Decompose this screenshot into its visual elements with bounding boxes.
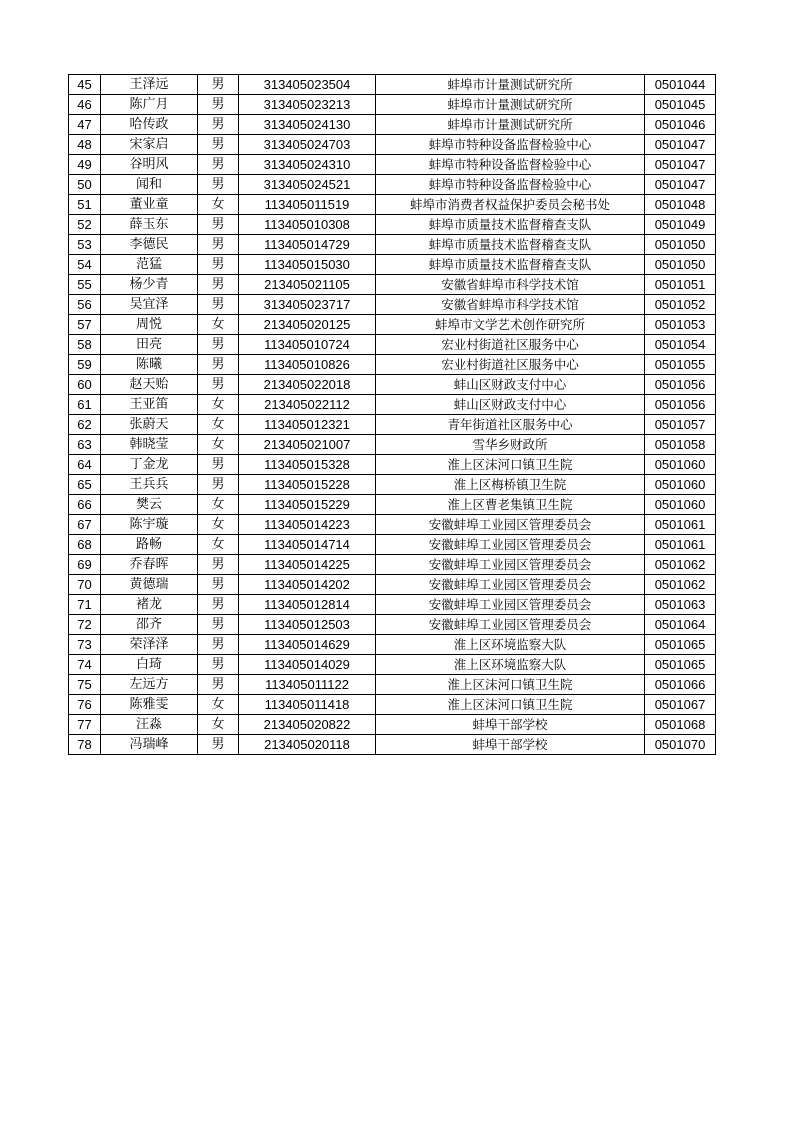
exam-number-cell: 113405014714	[239, 535, 376, 555]
position-code-cell: 0501054	[645, 335, 716, 355]
table-body	[69, 75, 716, 755]
name-cell: 路畅	[101, 535, 198, 555]
exam-number-cell: 113405014223	[239, 515, 376, 535]
row-number-cell: 50	[69, 175, 101, 195]
gender-cell: 男	[198, 75, 239, 95]
gender-cell: 男	[198, 135, 239, 155]
unit-cell: 淮上区曹老集镇卫生院	[376, 495, 645, 515]
gender-cell: 男	[198, 175, 239, 195]
exam-number-cell: 313405024703	[239, 135, 376, 155]
name-cell: 杨少青	[101, 275, 198, 295]
table-row	[69, 375, 716, 395]
table-row	[69, 715, 716, 735]
position-code-cell: 0501057	[645, 415, 716, 435]
row-number-cell: 59	[69, 355, 101, 375]
exam-number-cell: 113405015228	[239, 475, 376, 495]
row-number-cell: 53	[69, 235, 101, 255]
gender-cell: 男	[198, 235, 239, 255]
unit-cell: 蚌埠干部学校	[376, 715, 645, 735]
gender-cell: 男	[198, 675, 239, 695]
exam-number-cell: 213405021007	[239, 435, 376, 455]
gender-cell: 女	[198, 495, 239, 515]
exam-number-cell: 113405011418	[239, 695, 376, 715]
unit-cell: 淮上区环境监察大队	[376, 655, 645, 675]
table-row	[69, 155, 716, 175]
unit-cell: 淮上区梅桥镇卫生院	[376, 475, 645, 495]
row-number-cell: 58	[69, 335, 101, 355]
name-cell: 王兵兵	[101, 475, 198, 495]
position-code-cell: 0501045	[645, 95, 716, 115]
unit-cell: 蚌埠市计量测试研究所	[376, 115, 645, 135]
name-cell: 陈广月	[101, 95, 198, 115]
position-code-cell: 0501044	[645, 75, 716, 95]
gender-cell: 女	[198, 715, 239, 735]
row-number-cell: 46	[69, 95, 101, 115]
name-cell: 樊云	[101, 495, 198, 515]
row-number-cell: 73	[69, 635, 101, 655]
unit-cell: 蚌埠市质量技术监督稽查支队	[376, 255, 645, 275]
row-number-cell: 66	[69, 495, 101, 515]
exam-number-cell: 313405024310	[239, 155, 376, 175]
gender-cell: 男	[198, 655, 239, 675]
row-number-cell: 56	[69, 295, 101, 315]
name-cell: 乔春晖	[101, 555, 198, 575]
position-code-cell: 0501050	[645, 255, 716, 275]
row-number-cell: 64	[69, 455, 101, 475]
position-code-cell: 0501047	[645, 155, 716, 175]
gender-cell: 男	[198, 355, 239, 375]
gender-cell: 男	[198, 595, 239, 615]
name-cell: 范猛	[101, 255, 198, 275]
position-code-cell: 0501047	[645, 175, 716, 195]
table-row	[69, 495, 716, 515]
table-row	[69, 475, 716, 495]
table-row	[69, 655, 716, 675]
gender-cell: 男	[198, 275, 239, 295]
unit-cell: 蚌山区财政支付中心	[376, 375, 645, 395]
gender-cell: 男	[198, 255, 239, 275]
unit-cell: 蚌埠市计量测试研究所	[376, 75, 645, 95]
exam-number-cell: 313405024521	[239, 175, 376, 195]
position-code-cell: 0501061	[645, 535, 716, 555]
position-code-cell: 0501062	[645, 555, 716, 575]
exam-number-cell: 113405010826	[239, 355, 376, 375]
unit-cell: 蚌埠干部学校	[376, 735, 645, 755]
table-row	[69, 575, 716, 595]
unit-cell: 蚌埠市特种设备监督检验中心	[376, 175, 645, 195]
exam-number-cell: 113405012814	[239, 595, 376, 615]
table-row	[69, 215, 716, 235]
table-row	[69, 615, 716, 635]
position-code-cell: 0501048	[645, 195, 716, 215]
name-cell: 白琦	[101, 655, 198, 675]
row-number-cell: 60	[69, 375, 101, 395]
name-cell: 张蔚天	[101, 415, 198, 435]
exam-number-cell: 113405015229	[239, 495, 376, 515]
name-cell: 荣泽泽	[101, 635, 198, 655]
exam-number-cell: 113405015030	[239, 255, 376, 275]
name-cell: 宋家启	[101, 135, 198, 155]
position-code-cell: 0501056	[645, 375, 716, 395]
row-number-cell: 52	[69, 215, 101, 235]
position-code-cell: 0501064	[645, 615, 716, 635]
gender-cell: 男	[198, 375, 239, 395]
name-cell: 王亚笛	[101, 395, 198, 415]
table-row	[69, 695, 716, 715]
unit-cell: 蚌埠市质量技术监督稽查支队	[376, 215, 645, 235]
row-number-cell: 49	[69, 155, 101, 175]
gender-cell: 女	[198, 315, 239, 335]
table-row	[69, 735, 716, 755]
exam-number-cell: 113405012321	[239, 415, 376, 435]
gender-cell: 女	[198, 415, 239, 435]
gender-cell: 男	[198, 295, 239, 315]
gender-cell: 女	[198, 395, 239, 415]
row-number-cell: 75	[69, 675, 101, 695]
row-number-cell: 48	[69, 135, 101, 155]
unit-cell: 宏业村街道社区服务中心	[376, 335, 645, 355]
position-code-cell: 0501056	[645, 395, 716, 415]
table-row	[69, 175, 716, 195]
name-cell: 陈雅雯	[101, 695, 198, 715]
gender-cell: 男	[198, 635, 239, 655]
exam-number-cell: 113405010724	[239, 335, 376, 355]
name-cell: 陈宇璇	[101, 515, 198, 535]
name-cell: 褚龙	[101, 595, 198, 615]
position-code-cell: 0501051	[645, 275, 716, 295]
row-number-cell: 51	[69, 195, 101, 215]
unit-cell: 淮上区沫河口镇卫生院	[376, 695, 645, 715]
table-row	[69, 355, 716, 375]
position-code-cell: 0501061	[645, 515, 716, 535]
gender-cell: 男	[198, 735, 239, 755]
position-code-cell: 0501052	[645, 295, 716, 315]
name-cell: 周悦	[101, 315, 198, 335]
gender-cell: 男	[198, 575, 239, 595]
gender-cell: 女	[198, 535, 239, 555]
position-code-cell: 0501053	[645, 315, 716, 335]
table-row	[69, 195, 716, 215]
unit-cell: 淮上区沫河口镇卫生院	[376, 675, 645, 695]
name-cell: 冯瑞峰	[101, 735, 198, 755]
row-number-cell: 70	[69, 575, 101, 595]
row-number-cell: 54	[69, 255, 101, 275]
table-row	[69, 75, 716, 95]
name-cell: 哈传政	[101, 115, 198, 135]
unit-cell: 淮上区沫河口镇卫生院	[376, 455, 645, 475]
row-number-cell: 67	[69, 515, 101, 535]
exam-number-cell: 213405020822	[239, 715, 376, 735]
exam-number-cell: 113405014629	[239, 635, 376, 655]
unit-cell: 蚌埠市消费者权益保护委员会秘书处	[376, 195, 645, 215]
position-code-cell: 0501060	[645, 475, 716, 495]
exam-number-cell: 213405020118	[239, 735, 376, 755]
name-cell: 董业童	[101, 195, 198, 215]
position-code-cell: 0501047	[645, 135, 716, 155]
name-cell: 陈曦	[101, 355, 198, 375]
row-number-cell: 65	[69, 475, 101, 495]
name-cell: 赵天贻	[101, 375, 198, 395]
exam-number-cell: 213405022018	[239, 375, 376, 395]
exam-number-cell: 213405021105	[239, 275, 376, 295]
unit-cell: 安徽蚌埠工业园区管理委员会	[376, 555, 645, 575]
exam-number-cell: 113405011122	[239, 675, 376, 695]
name-cell: 邵齐	[101, 615, 198, 635]
row-number-cell: 68	[69, 535, 101, 555]
name-cell: 黄德瑞	[101, 575, 198, 595]
gender-cell: 男	[198, 335, 239, 355]
exam-number-cell: 113405015328	[239, 455, 376, 475]
gender-cell: 男	[198, 95, 239, 115]
position-code-cell: 0501070	[645, 735, 716, 755]
table-row	[69, 595, 716, 615]
exam-number-cell: 313405023717	[239, 295, 376, 315]
gender-cell: 女	[198, 435, 239, 455]
row-number-cell: 74	[69, 655, 101, 675]
name-cell: 谷明风	[101, 155, 198, 175]
table-row	[69, 335, 716, 355]
gender-cell: 男	[198, 555, 239, 575]
unit-cell: 淮上区环境监察大队	[376, 635, 645, 655]
table-row	[69, 115, 716, 135]
unit-cell: 蚌埠市文学艺术创作研究所	[376, 315, 645, 335]
table-row	[69, 275, 716, 295]
table-row	[69, 435, 716, 455]
row-number-cell: 57	[69, 315, 101, 335]
position-code-cell: 0501060	[645, 455, 716, 475]
position-code-cell: 0501050	[645, 235, 716, 255]
gender-cell: 男	[198, 615, 239, 635]
row-number-cell: 76	[69, 695, 101, 715]
name-cell: 韩晓莹	[101, 435, 198, 455]
exam-number-cell: 113405010308	[239, 215, 376, 235]
position-code-cell: 0501065	[645, 635, 716, 655]
unit-cell: 宏业村街道社区服务中心	[376, 355, 645, 375]
table-row	[69, 235, 716, 255]
unit-cell: 安徽蚌埠工业园区管理委员会	[376, 535, 645, 555]
position-code-cell: 0501055	[645, 355, 716, 375]
table-row	[69, 675, 716, 695]
gender-cell: 女	[198, 695, 239, 715]
row-number-cell: 71	[69, 595, 101, 615]
gender-cell: 女	[198, 515, 239, 535]
unit-cell: 安徽省蚌埠市科学技术馆	[376, 275, 645, 295]
position-code-cell: 0501063	[645, 595, 716, 615]
gender-cell: 男	[198, 115, 239, 135]
gender-cell: 男	[198, 155, 239, 175]
table-row	[69, 455, 716, 475]
unit-cell: 雪华乡财政所	[376, 435, 645, 455]
position-code-cell: 0501049	[645, 215, 716, 235]
row-number-cell: 47	[69, 115, 101, 135]
position-code-cell: 0501046	[645, 115, 716, 135]
unit-cell: 蚌埠市质量技术监督稽查支队	[376, 235, 645, 255]
exam-number-cell: 313405023504	[239, 75, 376, 95]
name-cell: 田亮	[101, 335, 198, 355]
row-number-cell: 45	[69, 75, 101, 95]
gender-cell: 男	[198, 475, 239, 495]
row-number-cell: 78	[69, 735, 101, 755]
name-cell: 闻和	[101, 175, 198, 195]
exam-number-cell: 113405011519	[239, 195, 376, 215]
candidate-table	[68, 74, 716, 755]
unit-cell: 安徽蚌埠工业园区管理委员会	[376, 515, 645, 535]
table-row	[69, 135, 716, 155]
unit-cell: 安徽省蚌埠市科学技术馆	[376, 295, 645, 315]
position-code-cell: 0501066	[645, 675, 716, 695]
table-row	[69, 295, 716, 315]
exam-number-cell: 113405014029	[239, 655, 376, 675]
table-row	[69, 635, 716, 655]
table-row	[69, 315, 716, 335]
unit-cell: 安徽蚌埠工业园区管理委员会	[376, 615, 645, 635]
exam-number-cell: 313405023213	[239, 95, 376, 115]
position-code-cell: 0501068	[645, 715, 716, 735]
name-cell: 左远方	[101, 675, 198, 695]
position-code-cell: 0501062	[645, 575, 716, 595]
name-cell: 薛玉东	[101, 215, 198, 235]
unit-cell: 青年街道社区服务中心	[376, 415, 645, 435]
unit-cell: 蚌埠市特种设备监督检验中心	[376, 155, 645, 175]
exam-number-cell: 113405014729	[239, 235, 376, 255]
position-code-cell: 0501067	[645, 695, 716, 715]
name-cell: 吴宜泽	[101, 295, 198, 315]
table-row	[69, 395, 716, 415]
name-cell: 汪淼	[101, 715, 198, 735]
gender-cell: 女	[198, 195, 239, 215]
table-row	[69, 515, 716, 535]
table-row	[69, 255, 716, 275]
row-number-cell: 69	[69, 555, 101, 575]
unit-cell: 蚌埠市计量测试研究所	[376, 95, 645, 115]
row-number-cell: 62	[69, 415, 101, 435]
unit-cell: 安徽蚌埠工业园区管理委员会	[376, 575, 645, 595]
exam-number-cell: 213405020125	[239, 315, 376, 335]
table-row	[69, 415, 716, 435]
exam-number-cell: 213405022112	[239, 395, 376, 415]
table-row	[69, 95, 716, 115]
unit-cell: 安徽蚌埠工业园区管理委员会	[376, 595, 645, 615]
table-row	[69, 535, 716, 555]
row-number-cell: 77	[69, 715, 101, 735]
unit-cell: 蚌埠市特种设备监督检验中心	[376, 135, 645, 155]
exam-number-cell: 313405024130	[239, 115, 376, 135]
row-number-cell: 55	[69, 275, 101, 295]
row-number-cell: 61	[69, 395, 101, 415]
name-cell: 王泽远	[101, 75, 198, 95]
position-code-cell: 0501060	[645, 495, 716, 515]
gender-cell: 男	[198, 215, 239, 235]
position-code-cell: 0501058	[645, 435, 716, 455]
row-number-cell: 72	[69, 615, 101, 635]
gender-cell: 男	[198, 455, 239, 475]
position-code-cell: 0501065	[645, 655, 716, 675]
name-cell: 李德民	[101, 235, 198, 255]
exam-number-cell: 113405014225	[239, 555, 376, 575]
exam-number-cell: 113405012503	[239, 615, 376, 635]
exam-number-cell: 113405014202	[239, 575, 376, 595]
name-cell: 丁金龙	[101, 455, 198, 475]
table-row	[69, 555, 716, 575]
unit-cell: 蚌山区财政支付中心	[376, 395, 645, 415]
row-number-cell: 63	[69, 435, 101, 455]
